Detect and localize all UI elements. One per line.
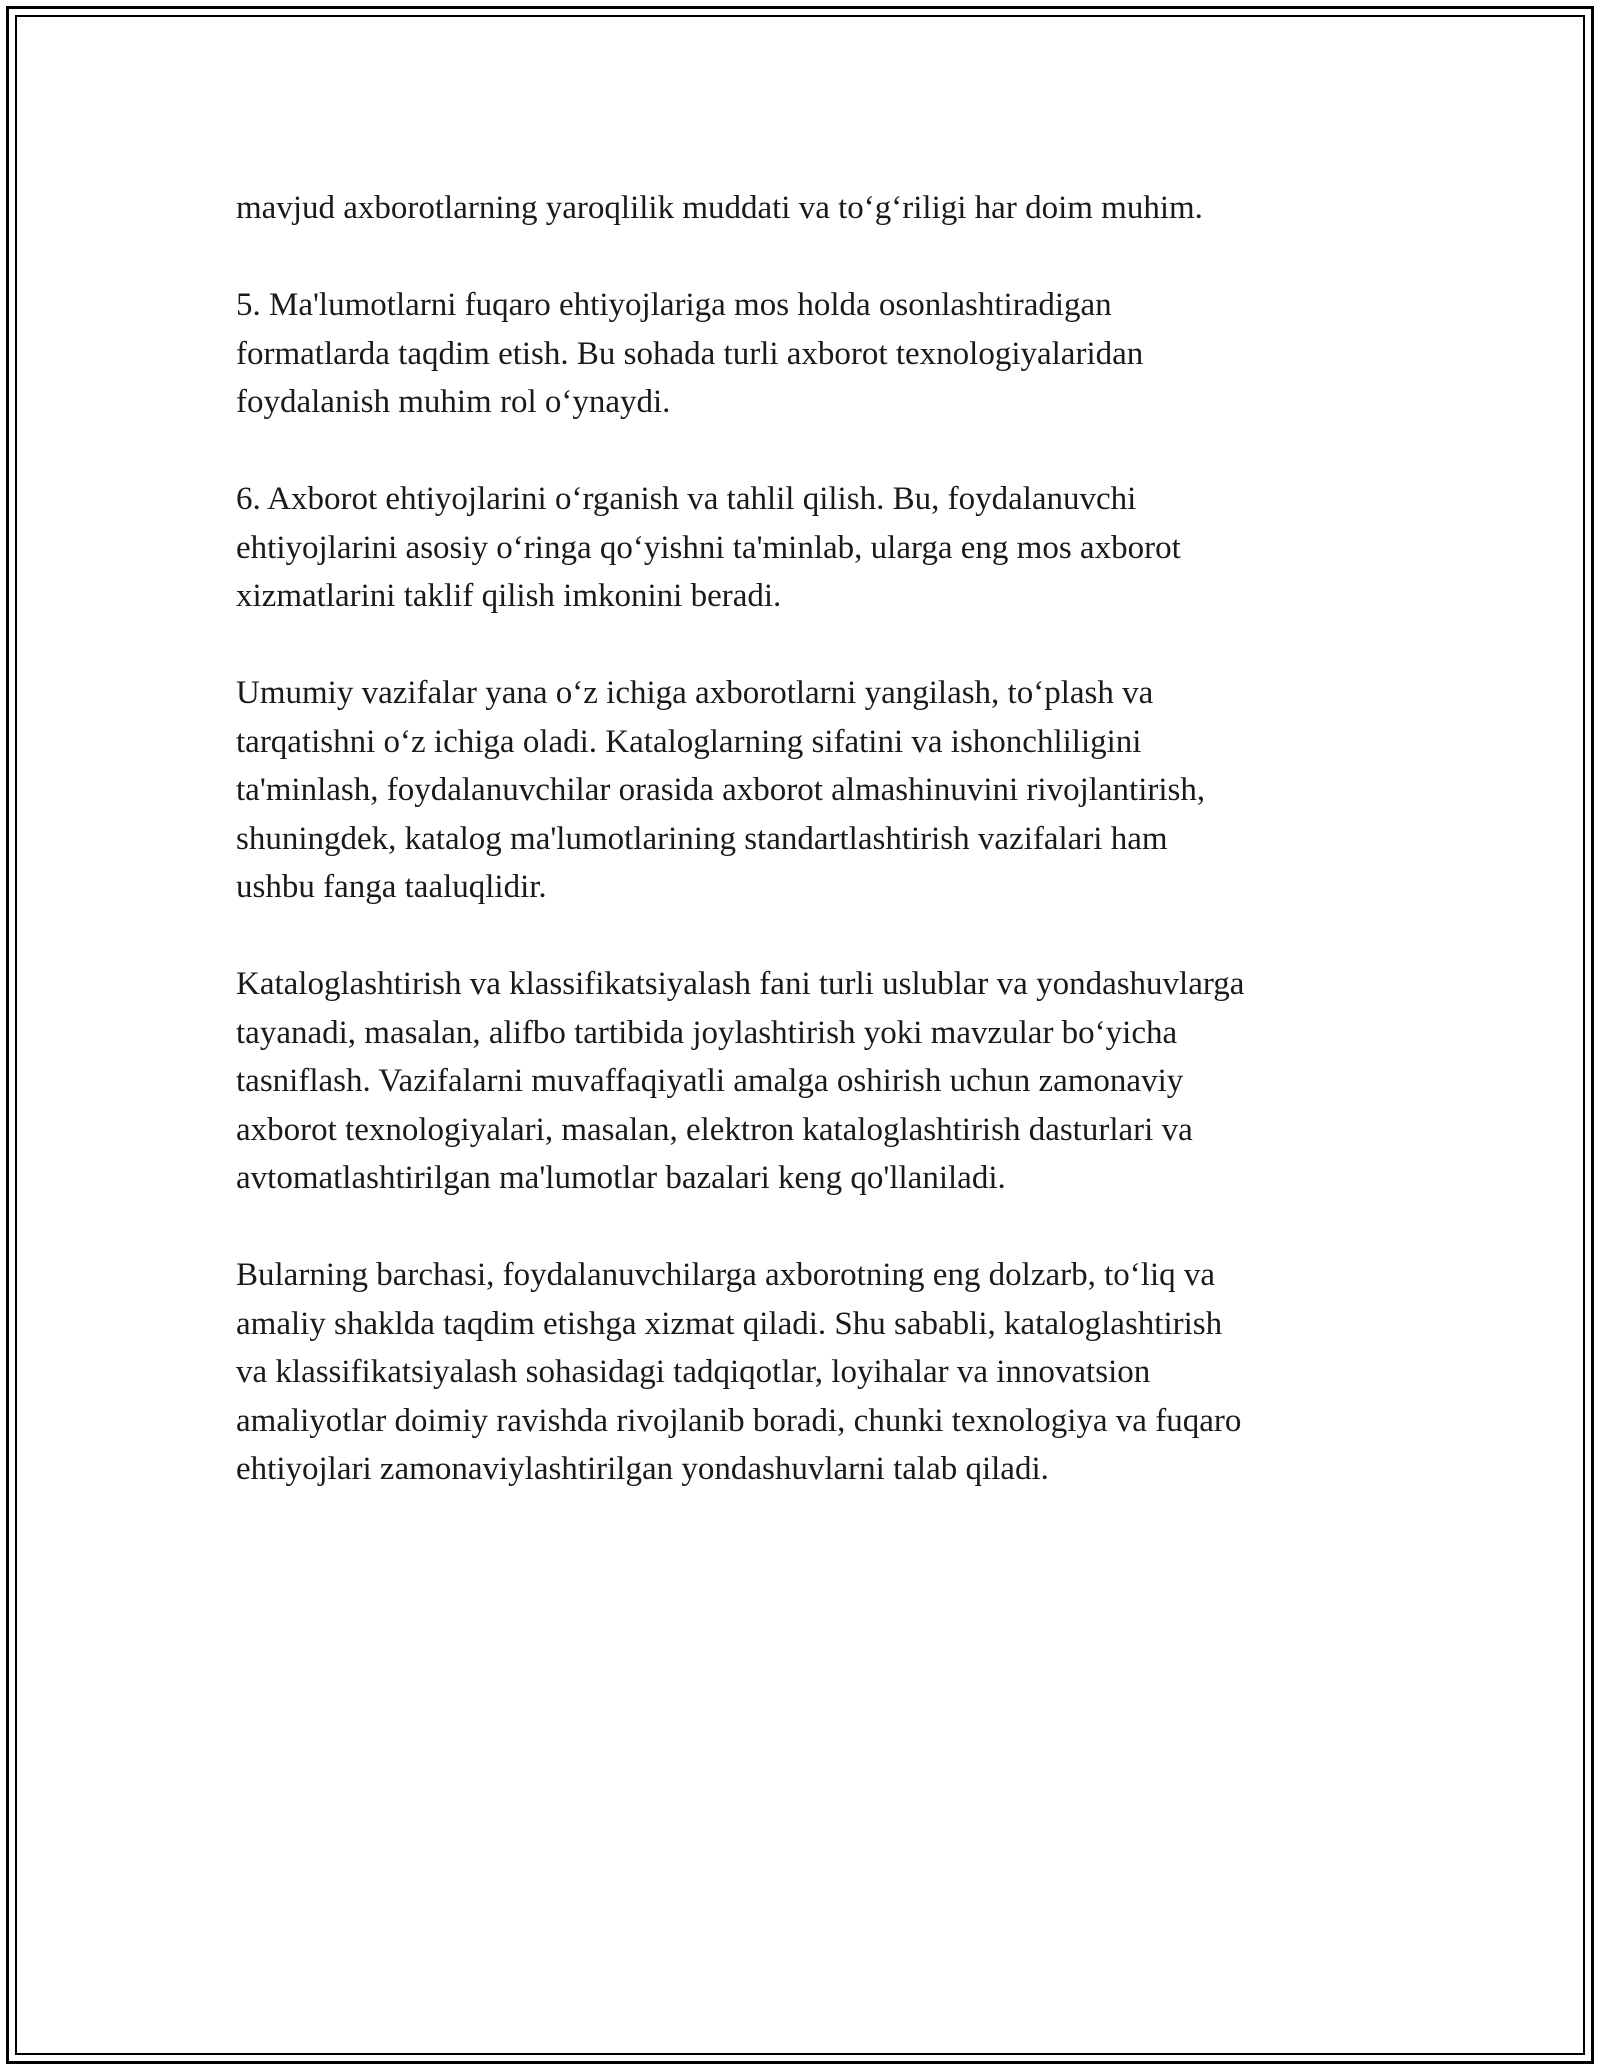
paragraph-general-tasks xyxy=(236,669,1376,912)
text-line: 5. Ma'lumotlarni fuqaro ehtiyojlariga mos holda osonlashtiradigan xyxy=(236,287,1112,323)
text-line: tayanadi, masalan, alifbo tartibida joylashtirish yoki mavzular bo‘yicha xyxy=(236,1014,1178,1051)
paragraph-methods xyxy=(236,960,1376,1203)
text-line: xizmatlarini taklif qilish imkonini beradi. xyxy=(236,578,782,614)
document-body xyxy=(236,184,1376,1542)
text-line: ta'minlash, foydalanuvchilar orasida axborot almashinuvini rivojlantirish, xyxy=(236,772,1206,808)
text-line: axborot texnologiyalari, masalan, elektron kataloglashtirish dasturlari va xyxy=(236,1111,1193,1148)
paragraph-item-6 xyxy=(236,475,1376,621)
text-line: shuningdek, katalog ma'lumotlarining standartlashtirish vazifalari ham xyxy=(236,820,1168,857)
text-line: ehtiyojlari zamonaviylashtirilgan yondashuvlarni talab qiladi. xyxy=(236,1451,1049,1487)
text-line: formatlarda taqdim etish. Bu sohada turli axborot texnologiyalaridan xyxy=(236,335,1144,372)
text-line: va klassifikatsiyalash sohasidagi tadqiqotlar, loyihalar va innovatsion xyxy=(236,1354,1151,1390)
text-line: ushbu fanga taaluqlidir. xyxy=(236,869,547,905)
text-line: Bularning barchasi, foydalanuvchilarga axborotning eng dolzarb, to‘liq va xyxy=(236,1257,1216,1293)
text-line: Kataloglashtirish va klassifikatsiyalash fani turli uslublar va yondashuvlarga xyxy=(236,966,1245,1002)
paragraph-item-5 xyxy=(236,281,1376,427)
text-line: tasniflash. Vazifalarni muvaffaqiyatli amalga oshirish uchun zamonaviy xyxy=(236,1063,1184,1099)
paragraph-continuation xyxy=(236,184,1376,233)
text-line: amaliy shaklda taqdim etishga xizmat qiladi. Shu sababli, kataloglashtirish xyxy=(236,1305,1223,1342)
text-line: tarqatishni o‘z ichiga oladi. Kataloglarning sifatini va ishonchliligini xyxy=(236,723,1142,760)
text-line: ehtiyojlarini asosiy o‘ringa qo‘yishni ta'minlab, ularga eng mos axborot xyxy=(236,529,1181,566)
paragraph-conclusion xyxy=(236,1251,1376,1494)
text-line: mavjud axborotlarning yaroqlilik muddati va to‘g‘riligi har doim muhim. xyxy=(236,190,1203,226)
text-line: amaliyotlar doimiy ravishda rivojlanib boradi, chunki texnologiya va fuqaro xyxy=(236,1402,1242,1439)
text-line: avtomatlashtirilgan ma'lumotlar bazalari keng qo'llaniladi. xyxy=(236,1160,1006,1196)
text-line: 6. Axborot ehtiyojlarini o‘rganish va tahlil qilish. Bu, foydalanuvchi xyxy=(236,481,1137,517)
text-line: Umumiy vazifalar yana o‘z ichiga axborotlarni yangilash, to‘plash va xyxy=(236,675,1154,711)
text-line: foydalanish muhim rol o‘ynaydi. xyxy=(236,384,671,420)
